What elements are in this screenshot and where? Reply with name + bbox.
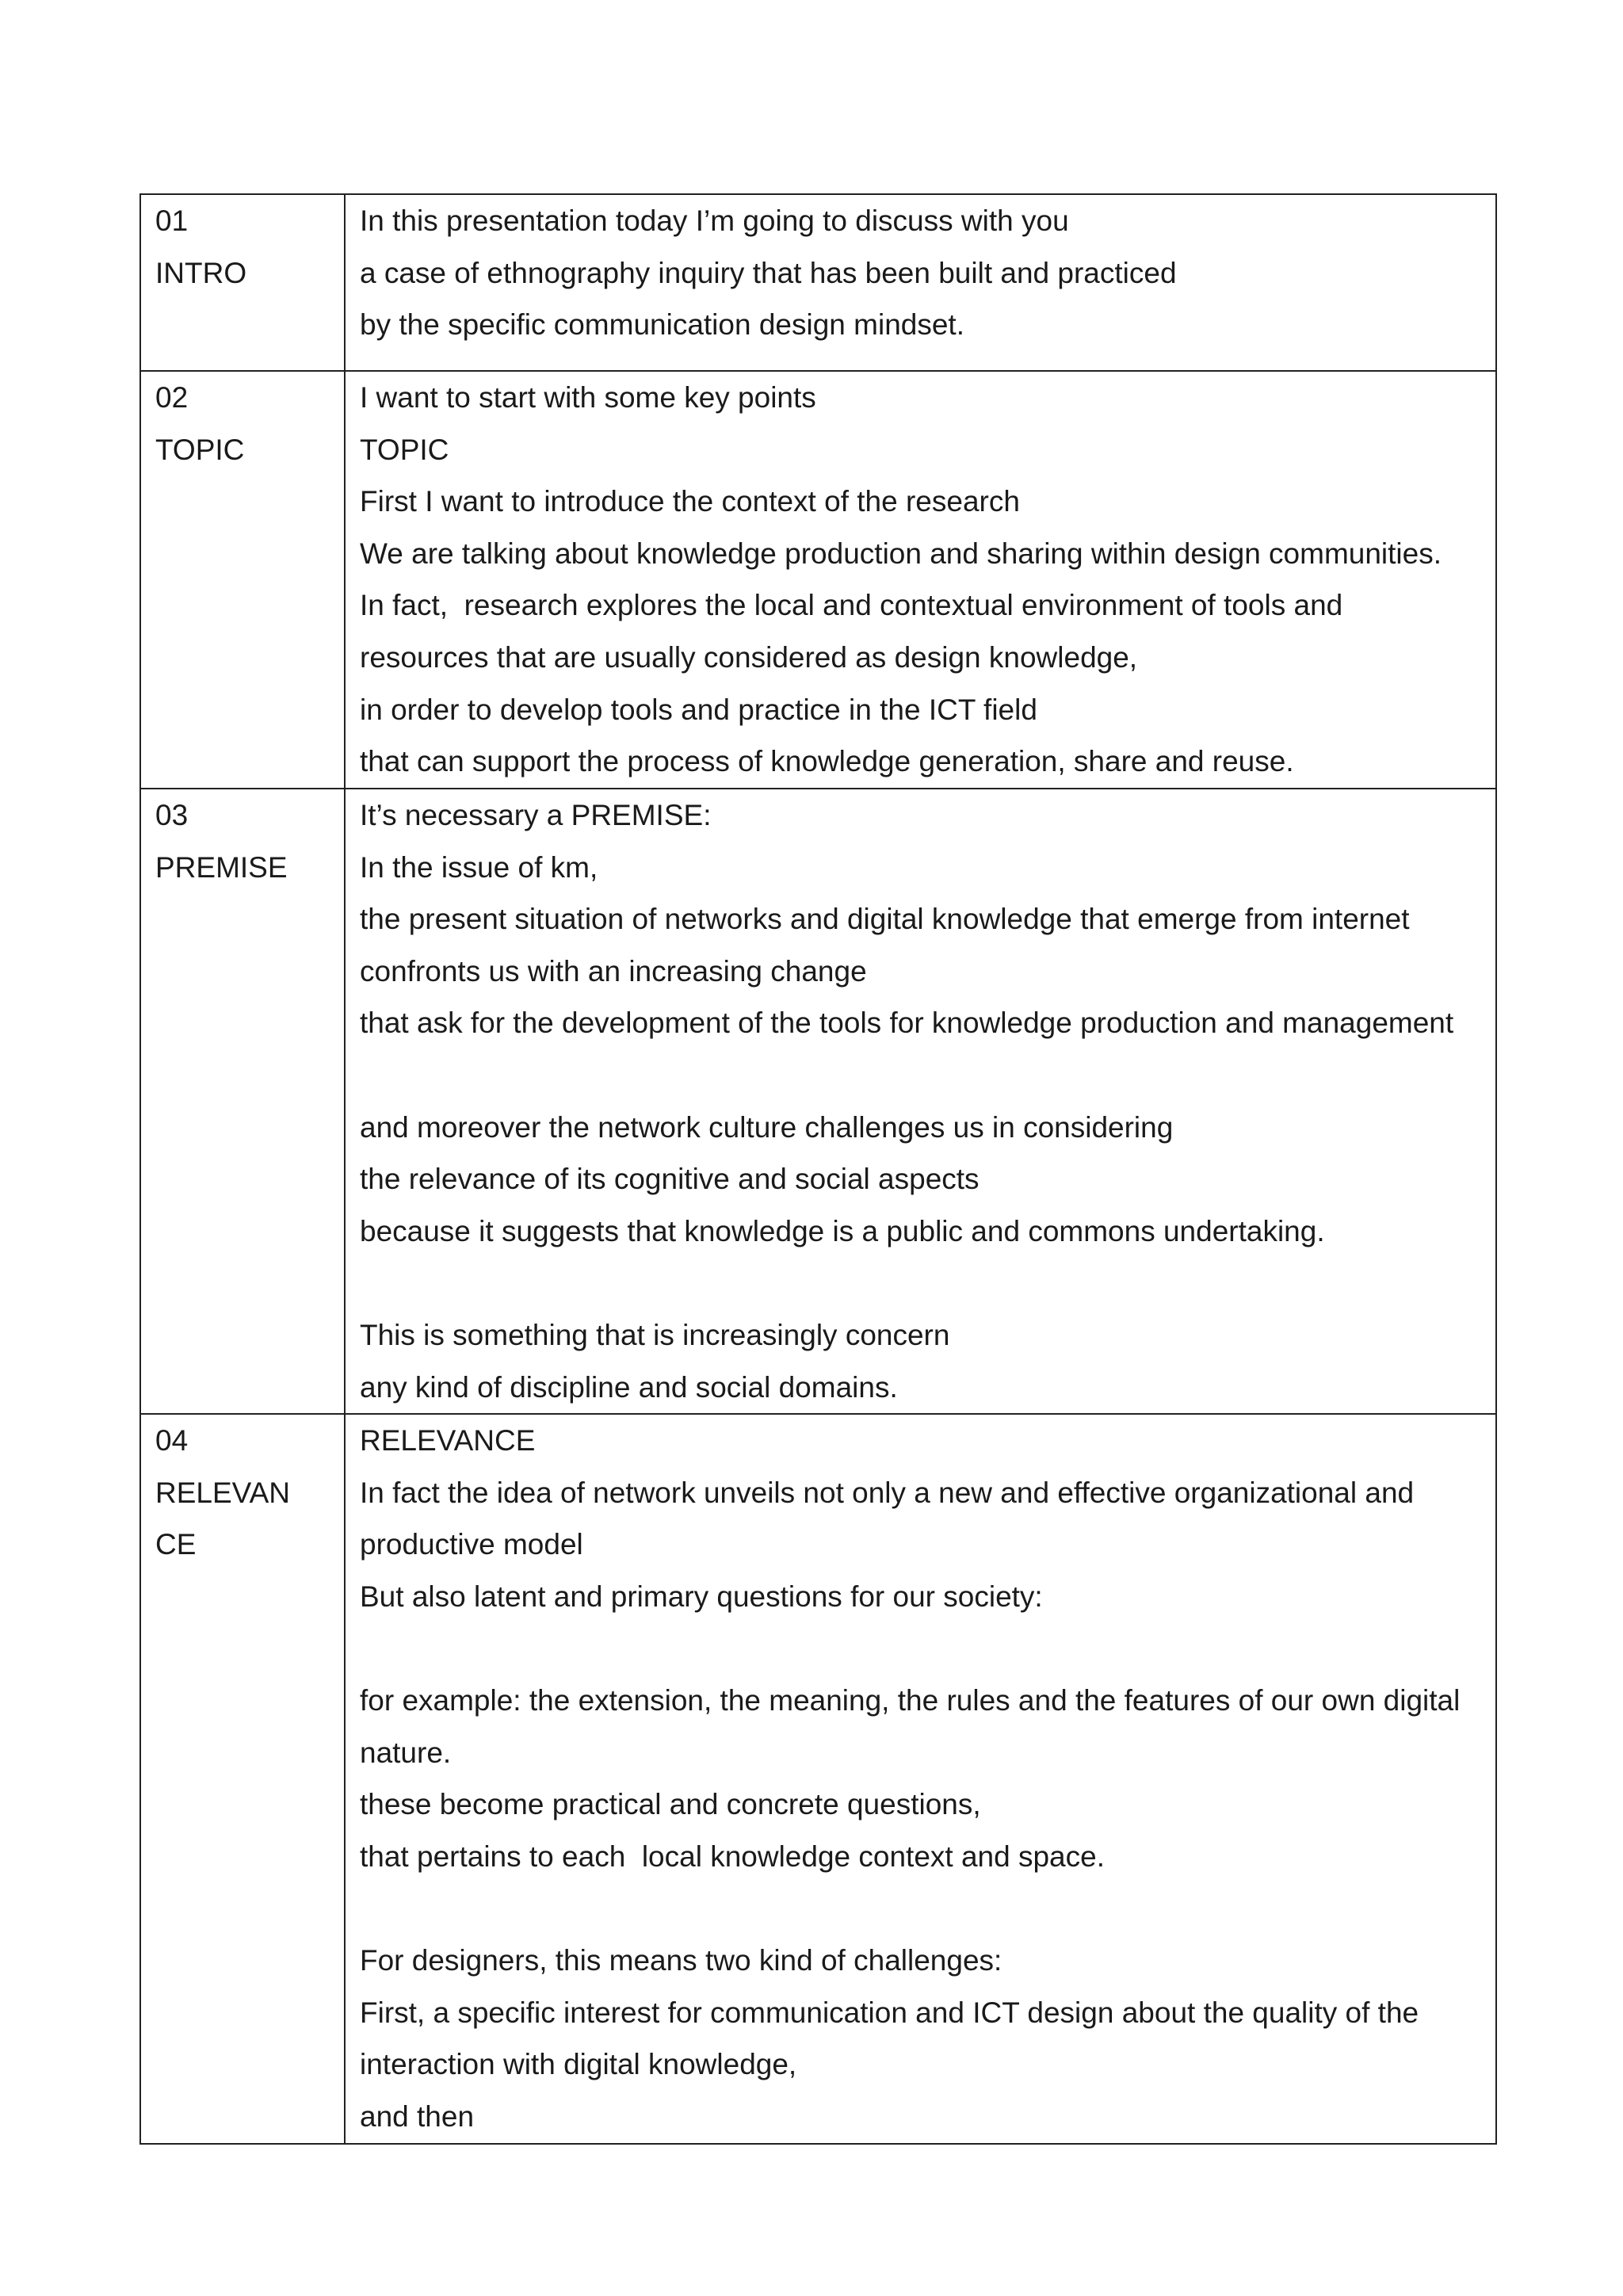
script-line: by the specific communication design mindset. (360, 308, 964, 342)
script-line: and moreover the network culture challenges us in considering (360, 1110, 1174, 1144)
script-line: resources that are usually considered as design knowledge, (360, 640, 1138, 674)
script-line: nature. (360, 1736, 452, 1769)
section-number: 04 (155, 1424, 189, 1457)
script-line: in order to develop tools and practice in the ICT field (360, 693, 1037, 726)
section-label-cell (140, 1414, 345, 2144)
script-line (360, 1623, 1487, 1675)
section-text-cell (345, 1414, 1496, 2144)
script-line: In fact, research explores the local and contextual environment of tools and (360, 589, 1343, 622)
script-line: productive model (360, 1528, 583, 1561)
table-body (140, 194, 1496, 2144)
section-label: TOPIC (155, 433, 245, 466)
script-line: a case of ethnography inquiry that has been built and practiced (360, 256, 1177, 289)
section-text-cell (345, 371, 1496, 789)
section-label: INTRO (155, 256, 247, 289)
table-row (140, 194, 1496, 371)
section-number: 01 (155, 204, 189, 237)
script-line (360, 1257, 1487, 1309)
script-line: that ask for the development of the tools for knowledge production and management (360, 1007, 1454, 1040)
script-line: because it suggests that knowledge is a public and commons undertaking. (360, 1214, 1325, 1247)
section-label-cell (140, 194, 345, 371)
script-line: the relevance of its cognitive and social aspects (360, 1163, 980, 1196)
script-line (360, 1049, 1487, 1102)
script-line: TOPIC (360, 433, 449, 466)
script-line: In this presentation today I’m going to discuss with you (360, 204, 1069, 237)
section-text-cell (345, 194, 1496, 371)
script-line: But also latent and primary questions for our society: (360, 1580, 1043, 1613)
section-number: 03 (155, 799, 189, 831)
section-text-cell (345, 789, 1496, 1414)
script-line: interaction with digital knowledge, (360, 2048, 797, 2081)
script-line: For designers, this means two kind of challenges: (360, 1944, 1002, 1977)
script-line: In the issue of km, (360, 850, 598, 884)
script-line: First, a specific interest for communication and ICT design about the quality of the (360, 1996, 1419, 2029)
script-line: these become practical and concrete questions, (360, 1788, 981, 1821)
table-row (140, 789, 1496, 1414)
script-line: the present situation of networks and digital knowledge that emerge from internet (360, 903, 1410, 936)
script-line: for example: the extension, the meaning, the rules and the features of our own digital (360, 1684, 1461, 1717)
script-line: In fact the idea of network unveils not only a new and effective organizational and (360, 1476, 1415, 1509)
table-row (140, 371, 1496, 789)
script-line: and then (360, 2099, 475, 2133)
table-row (140, 1414, 1496, 2144)
section-label-cell (140, 371, 345, 789)
section-label: RELEVANCE (155, 1476, 290, 1561)
script-line: We are talking about knowledge production and sharing within design communities. (360, 537, 1442, 570)
script-line: any kind of discipline and social domains. (360, 1370, 898, 1404)
script-line: RELEVANCE (360, 1424, 536, 1457)
presentation-script-table (139, 193, 1497, 2145)
script-line: that can support the process of knowledge generation, share and reuse. (360, 745, 1294, 778)
script-line: It’s necessary a PREMISE: (360, 799, 712, 831)
script-line (360, 1882, 1487, 1935)
script-line: that pertains to each local knowledge context and space. (360, 1839, 1105, 1873)
section-label-cell (140, 789, 345, 1414)
section-label: PREMISE (155, 850, 288, 884)
script-line: First I want to introduce the context of the research (360, 485, 1020, 518)
section-number: 02 (155, 381, 189, 414)
script-line: I want to start with some key points (360, 381, 816, 414)
script-line: confronts us with an increasing change (360, 954, 867, 988)
script-line: This is something that is increasingly concern (360, 1318, 950, 1351)
